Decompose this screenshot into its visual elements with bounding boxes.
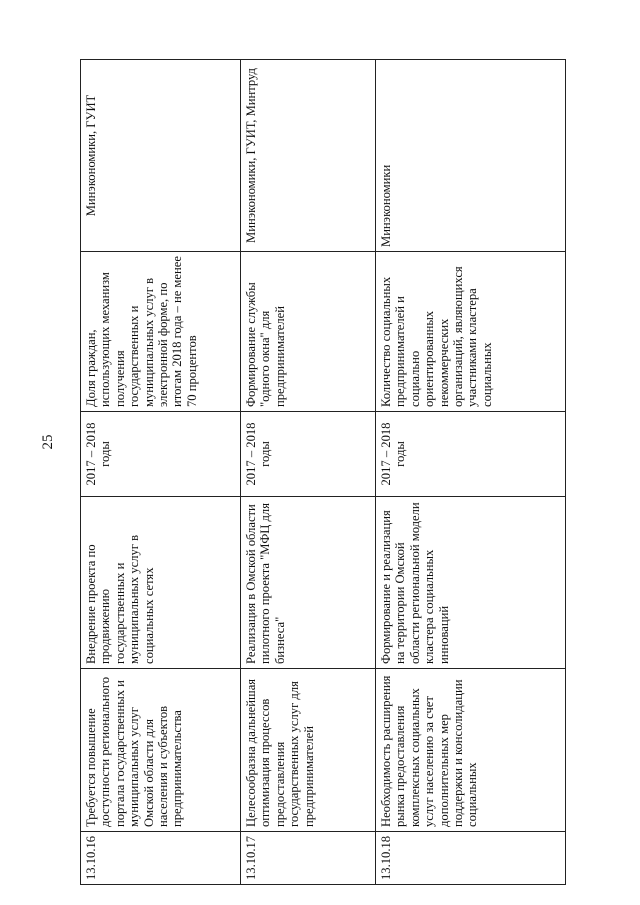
table-row (81, 60, 241, 885)
period-cell: 2017 – 2018 годы (376, 412, 566, 497)
measures-table (80, 59, 566, 885)
responsible-cell: Минэкономики, ГУИТ (81, 60, 241, 252)
row-number: 13.10.17 (241, 832, 376, 885)
measure-cell: Формирование и реализация на территории Омской области региональной модели кластера социальных инноваций (376, 497, 566, 669)
table-row (241, 60, 376, 885)
period-cell: 2017 – 2018 годы (241, 412, 376, 497)
table-row (376, 60, 566, 885)
responsible-cell: Минэкономики, ГУИТ, Минтруд (241, 60, 376, 252)
problem-cell: Целесообразна дальнейшая оптимизация процессов предоставления государственных услуг для предпринимателей (241, 669, 376, 832)
period-cell: 2017 – 2018 годы (81, 412, 241, 497)
measure-cell: Внедрение проекта по продвижению государственных и муниципальных услуг в социальных сетях (81, 497, 241, 669)
page-number: 25 (40, 434, 56, 450)
measure-cell: Реализация в Омской области пилотного проекта "МФЦ для бизнеса" (241, 497, 376, 669)
result-cell: Количество социальных предпринимателей и социально ориентированных некоммерческих организаций, являющихся участниками кластера социальных (376, 252, 566, 412)
row-number: 13.10.18 (376, 832, 566, 885)
problem-cell: Требуется повышение доступности регионального портала государственных и муниципальных услуг Омской области для населения и субъектов предпринимательства (81, 669, 241, 832)
responsible-cell: Минэкономики (376, 60, 566, 252)
result-cell: Доля граждан, использующих механизм получения государственных и муниципальных услуг в электронной форме, по итогам 2018 года – не менее 70 процентов (81, 252, 241, 412)
problem-cell: Необходимость расширения рынка предоставления комплексных социальных услуг населению за счет дополнительных мер поддержки и консолидации социальных (376, 669, 566, 832)
row-number: 13.10.16 (81, 832, 241, 885)
rotated-table-wrapper (80, 60, 565, 885)
result-cell: Формирование службы "одного окна" для предпринимателей (241, 252, 376, 412)
